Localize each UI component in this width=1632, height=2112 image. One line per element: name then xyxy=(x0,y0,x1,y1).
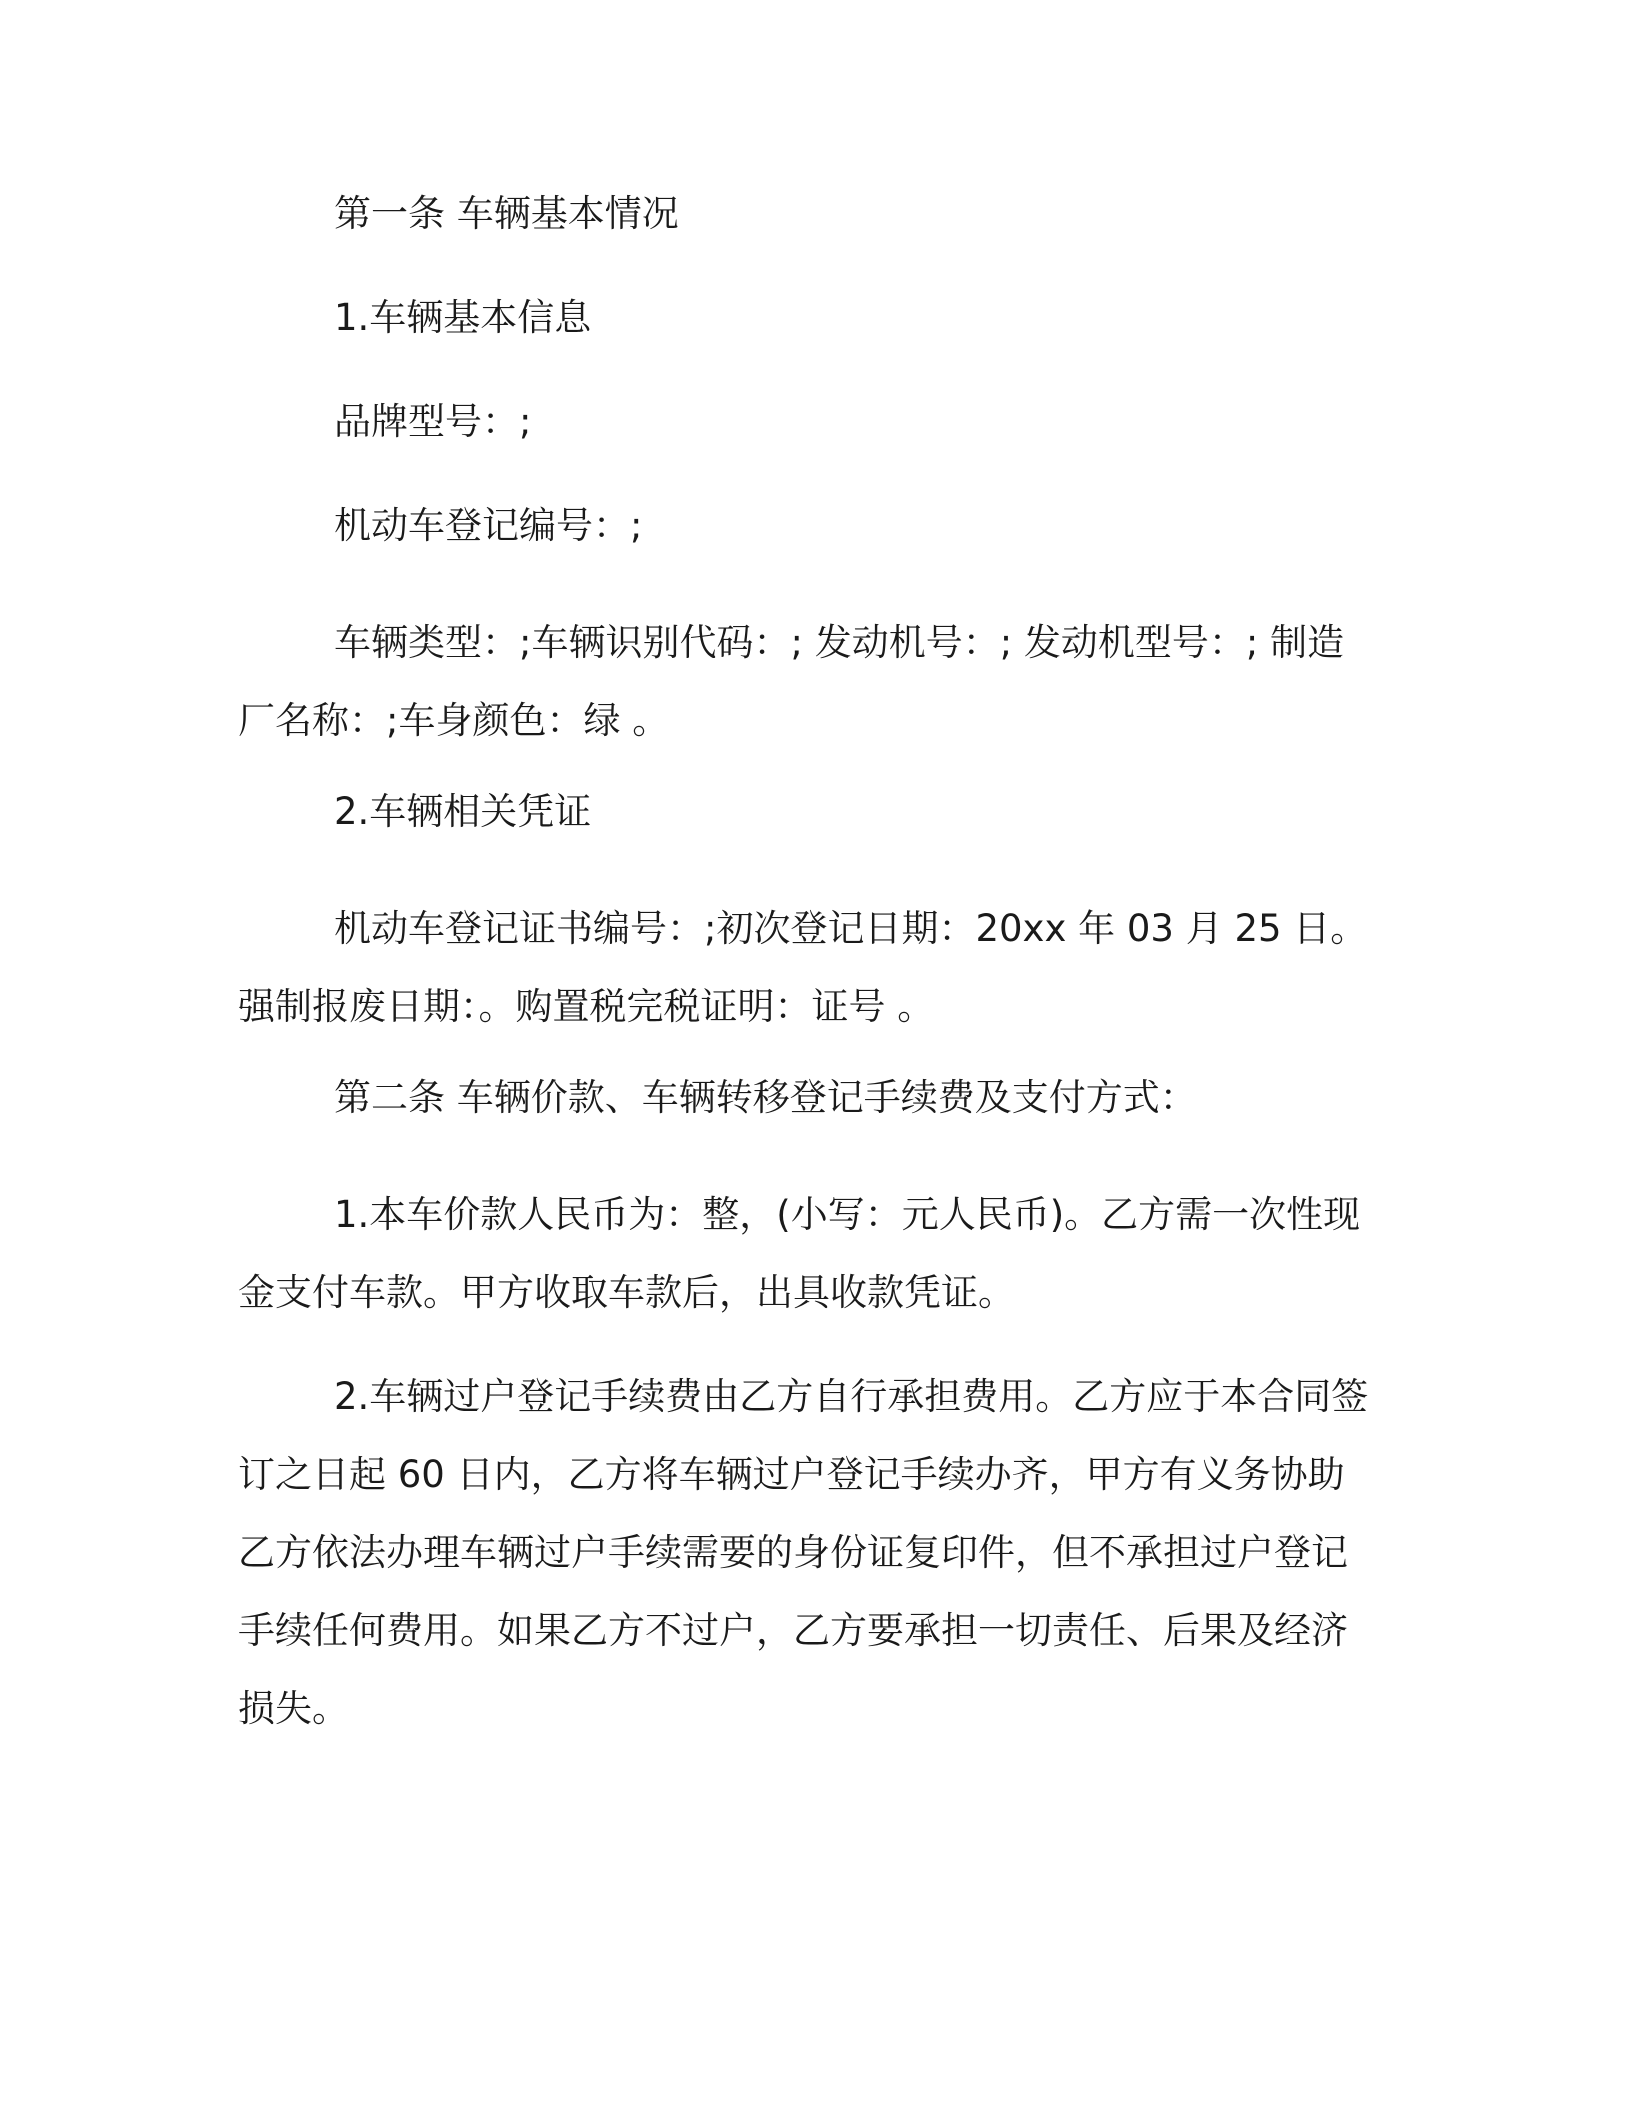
section-1-2-heading: 2.车辆相关凭证 xyxy=(334,790,592,833)
article-2-heading: 第二条 车辆价款、车辆转移登记手续费及支付方式： xyxy=(334,1076,1197,1119)
article-1-heading: 第一条 车辆基本情况 xyxy=(334,192,679,235)
certificates-paragraph: 机动车登记证书编号：;初次登记日期：20xx 年 03 月 25 日。强制报废日期：。购置税完税证明：证号 。 xyxy=(238,907,1368,1028)
brand-model-line: 品牌型号：; xyxy=(334,400,532,443)
section-1-1-heading: 1.车辆基本信息 xyxy=(334,296,592,339)
price-paragraph: 1.本车价款人民币为：整，(小写：元人民币)。乙方需一次性现金支付车款。甲方收取车款后，出具收款凭证。 xyxy=(238,1193,1361,1314)
transfer-fee-paragraph: 2.车辆过户登记手续费由乙方自行承担费用。乙方应于本合同签订之日起 60 日内，乙方将车辆过户登记手续办齐，甲方有义务协助乙方依法办理车辆过户手续需要的身份证复印件，但不承担过户登记手续任何费用。如果乙方不过户，乙方要承担一切责任、后果及经济损失。 xyxy=(238,1375,1369,1730)
document-body xyxy=(238,188,1378,1774)
vehicle-details-paragraph: 车辆类型：;车辆识别代码：; 发动机号：; 发动机型号：; 制造厂名称：;车身颜色：绿 。 xyxy=(238,621,1345,742)
registration-number-line: 机动车登记编号：; xyxy=(334,504,643,547)
